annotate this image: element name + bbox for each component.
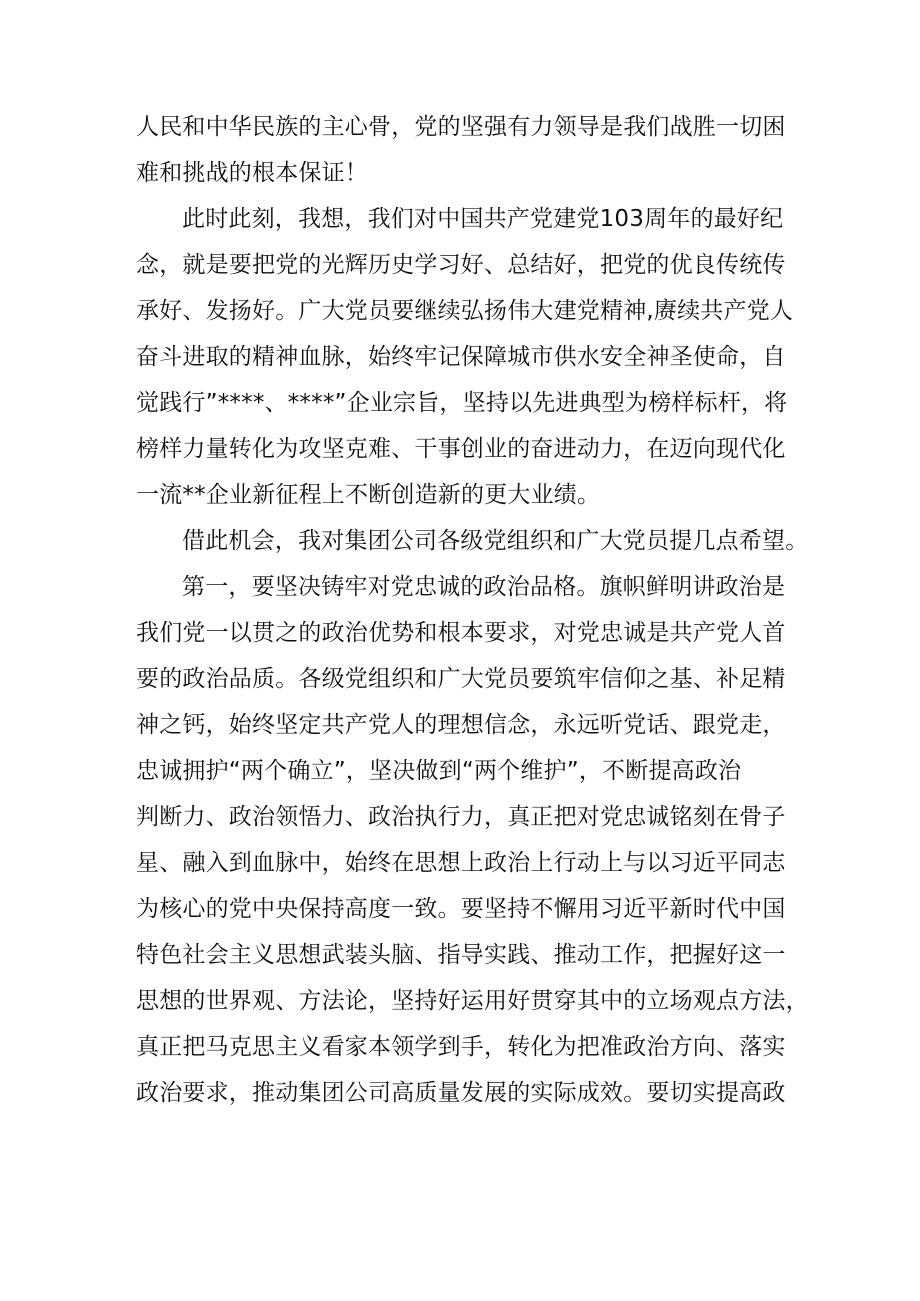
text-line: 判断力、政治领悟力、政治执行力，真正把对党忠诚铭刻在骨子 bbox=[136, 804, 786, 830]
text-line: 政治要求，推动集团公司高质量发展的实际成效。要切实提高政 bbox=[136, 1080, 786, 1106]
text-line: 难和挑战的根本保证！ bbox=[136, 160, 368, 186]
text-line: 忠诚拥护“两个确立”，坚决做到“两个维护”，不断提高政治 bbox=[136, 758, 742, 784]
text-line: 人民和中华民族的主心骨，党的坚强有力领导是我们战胜一切困 bbox=[136, 114, 786, 140]
text-line: 为核心的党中央保持高度一致。要坚持不懈用习近平新时代中国 bbox=[136, 896, 786, 922]
text-line: 一流**企业新征程上不断创造新的更大业绩。 bbox=[136, 482, 601, 508]
text-line: 特色社会主义思想武装头脑、指导实践、推动工作，把握好这一 bbox=[136, 942, 786, 968]
text-line: 奋斗进取的精神血脉，始终牢记保障城市供水安全神圣使命，自 bbox=[136, 344, 786, 370]
text-line: 神之钙，始终坚定共产党人的理想信念，永远听党话、跟党走， bbox=[136, 712, 786, 738]
text-line: 思想的世界观、方法论，坚持好运用好贯穿其中的立场观点方法， bbox=[136, 988, 809, 1014]
text-line: 觉践行”****、****”企业宗旨，坚持以先进典型为榜样标杆，将 bbox=[136, 390, 788, 416]
text-line: 榜样力量转化为攻坚克难、干事创业的奋进动力，在迈向现代化 bbox=[136, 436, 786, 462]
text-line: 要的政治品质。各级党组织和广大党员要筑牢信仰之基、补足精 bbox=[136, 666, 786, 692]
paragraph-start-line: 第一，要坚决铸牢对党忠诚的政治品格。旗帜鲜明讲政治是 bbox=[182, 574, 786, 600]
text-line: 念，就是要把党的光辉历史学习好、总结好，把党的优良传统传 bbox=[136, 252, 786, 278]
paragraph-start-line: 借此机会，我对集团公司各级党组织和广大党员提几点希望。 bbox=[182, 528, 809, 554]
text-line: 星、融入到血脉中，始终在思想上政治上行动上与以习近平同志 bbox=[136, 850, 786, 876]
text-line: 真正把马克思主义看家本领学到手，转化为把准政治方向、落实 bbox=[136, 1034, 786, 1060]
text-line: 承好、发扬好。广大党员要继续弘扬伟大建党精神,赓续共产党人 bbox=[136, 298, 794, 324]
paragraph-start-line: 此时此刻，我想，我们对中国共产党建党103周年的最好纪 bbox=[182, 206, 784, 232]
document-body bbox=[136, 104, 809, 1116]
text-line: 我们党一以贯之的政治优势和根本要求，对党忠诚是共产党人首 bbox=[136, 620, 786, 646]
